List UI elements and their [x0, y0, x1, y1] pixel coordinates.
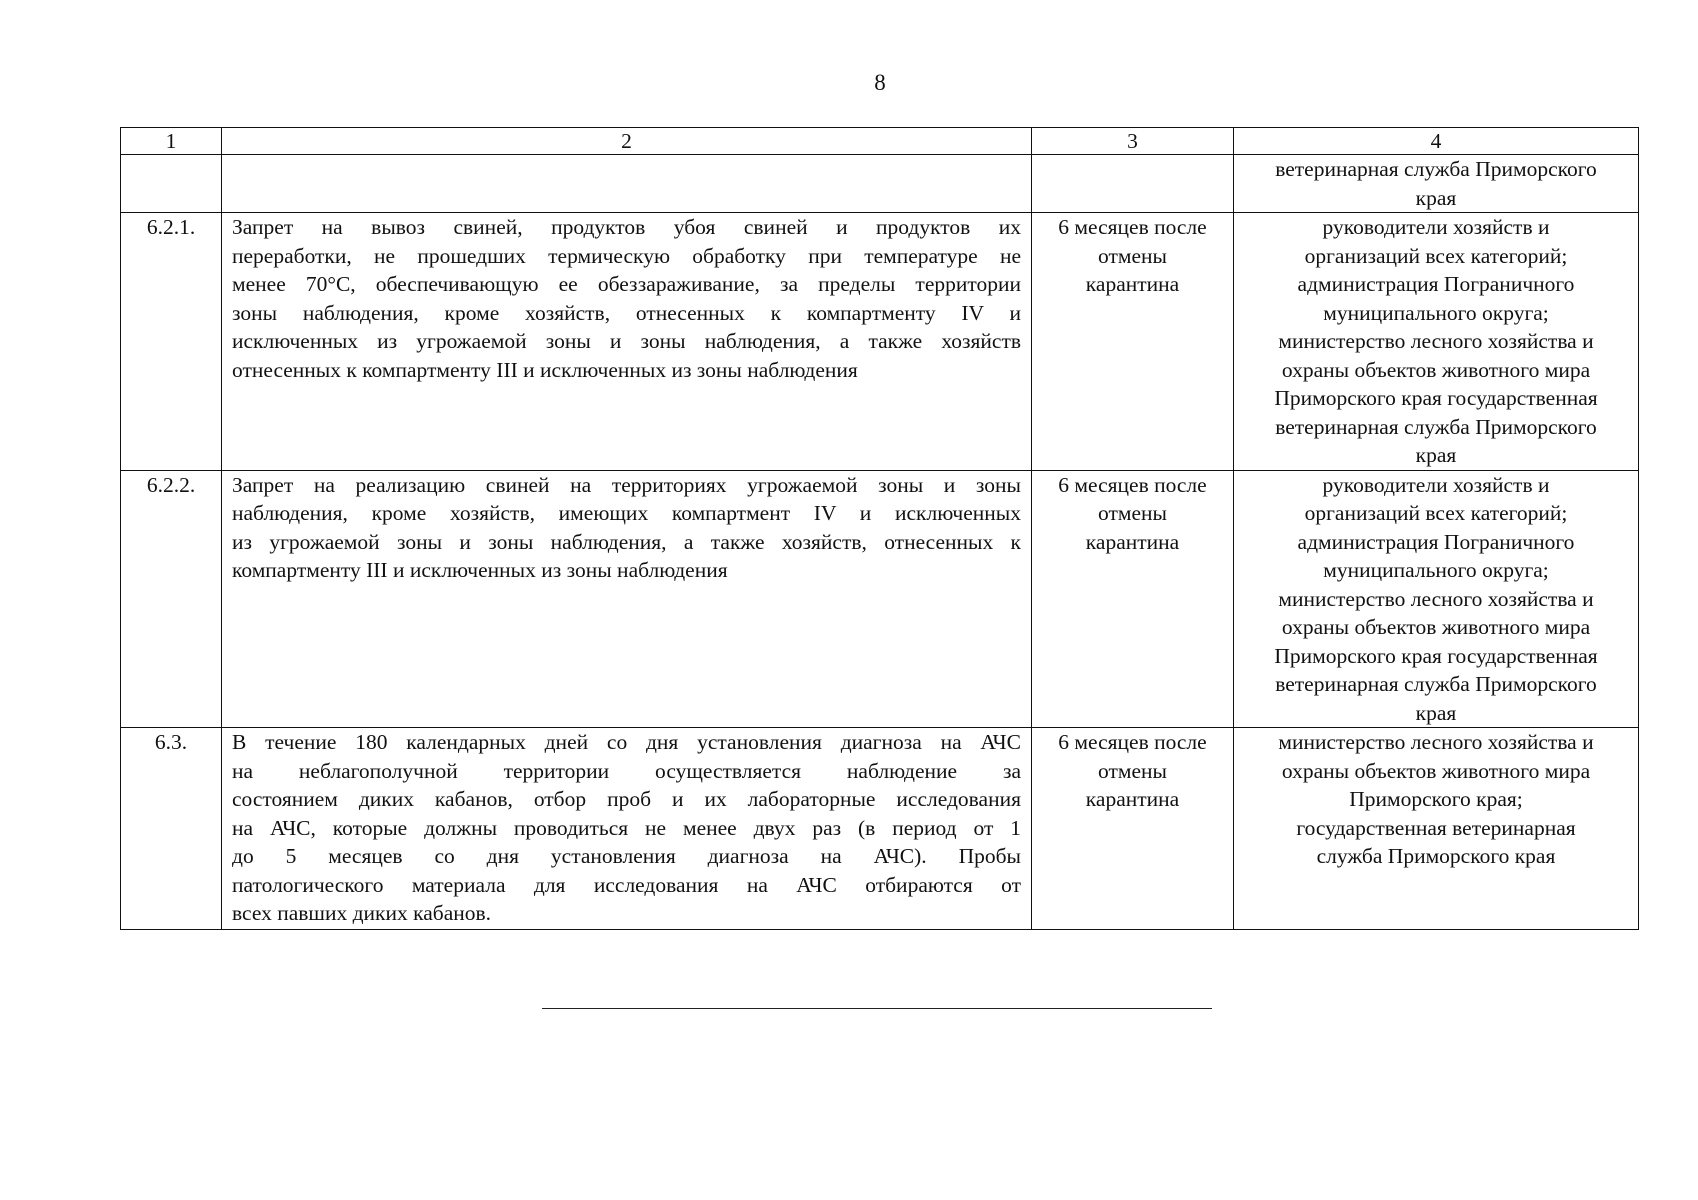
measure-text — [222, 728, 1032, 930]
term-line: 6 месяцев после — [1058, 730, 1207, 754]
measure-text-line: патологического материала для исследования на АЧС отбираются от — [232, 872, 1021, 897]
responsible-line: края — [1415, 443, 1457, 467]
term-cell — [1032, 728, 1234, 930]
measure-text — [222, 155, 1032, 213]
measure-text-line: из угрожаемой зоны и зоны наблюдения, а также хозяйств, отнесенных к — [232, 529, 1021, 554]
term-line: карантина — [1085, 787, 1180, 811]
responsible-cell — [1234, 470, 1639, 728]
responsible-line: организаций всех категорий; — [1304, 243, 1568, 268]
responsible-line: служба Приморского края — [1316, 844, 1556, 868]
term-line: отмены — [1098, 501, 1167, 525]
measure-text-line: В течение 180 календарных дней со дня установления диагноза на АЧС — [232, 730, 1021, 754]
responsible-line: края — [1415, 700, 1457, 725]
term-cell — [1032, 470, 1234, 728]
responsible-line: охраны объектов животного мира — [1281, 615, 1591, 639]
measure-text-line: Запрет на реализацию свиней на территориях угрожаемой зоны и зоны — [232, 472, 1021, 497]
measure-text-line: переработки, не прошедших термическую обработку при температуре не — [232, 243, 1021, 268]
measure-text-line: наблюдения, кроме хозяйств, имеющих компартмент IV и исключенных — [232, 501, 1021, 525]
responsible-line: администрация Пограничного — [1297, 529, 1575, 554]
measure-text-line: исключенных из угрожаемой зоны и зоны наблюдения, а также хозяйств — [232, 329, 1021, 353]
table-header-row — [121, 128, 1639, 155]
measure-text-line: менее 70°С, обеспечивающую ее обеззараживание, за пределы территории — [232, 272, 1021, 296]
responsible-cell — [1234, 213, 1639, 471]
responsible-line: ветеринарная служба Приморского — [1275, 672, 1597, 696]
table-row — [121, 155, 1639, 213]
page-number: 8 — [874, 70, 886, 95]
responsible-line: Приморского края; — [1349, 787, 1523, 811]
measure-text — [222, 213, 1032, 471]
header-col-3: 3 — [1032, 128, 1234, 155]
measure-text-line: на АЧС, которые должны проводиться не менее двух раз (в период от 1 — [232, 815, 1021, 840]
responsible-line: министерство лесного хозяйства и — [1278, 730, 1594, 754]
term-line: 6 месяцев после — [1058, 472, 1207, 497]
measure-text-line: отнесенных к компартменту III и исключенных из зоны наблюдения — [232, 357, 858, 382]
responsible-line: охраны объектов животного мира — [1281, 758, 1591, 783]
responsible-line: министерство лесного хозяйства и — [1278, 586, 1594, 611]
row-number: 6.3. — [121, 728, 222, 930]
term-line: 6 месяцев после — [1058, 215, 1207, 239]
term-line: карантина — [1085, 529, 1180, 554]
responsible-line: руководители хозяйств и — [1322, 472, 1550, 497]
measure-text — [222, 470, 1032, 728]
term-line: отмены — [1098, 758, 1167, 783]
responsible-line: руководители хозяйств и — [1322, 215, 1550, 239]
table-row — [121, 213, 1639, 471]
responsible-line: министерство лесного хозяйства и — [1278, 329, 1594, 353]
responsible-line: Приморского края государственная — [1274, 643, 1598, 668]
row-number — [121, 155, 222, 213]
term-cell — [1032, 155, 1234, 213]
responsible-line: ветеринарная служба Приморского — [1275, 414, 1597, 439]
header-col-1: 1 — [121, 128, 222, 155]
header-col-2: 2 — [222, 128, 1032, 155]
responsible-line: администрация Пограничного — [1297, 272, 1575, 296]
measure-text-line: до 5 месяцев со дня установления диагноза на АЧС). Пробы — [232, 844, 1021, 868]
term-line: отмены — [1098, 243, 1167, 268]
responsible-cell — [1234, 728, 1639, 930]
table-row — [121, 728, 1639, 930]
term-line: карантина — [1085, 272, 1180, 296]
measure-text-line: всех павших диких кабанов. — [232, 901, 492, 925]
measure-text-line: Запрет на вывоз свиней, продуктов убоя свиней и продуктов их — [232, 215, 1021, 239]
responsible-line: края — [1415, 185, 1457, 210]
footer-divider — [542, 1008, 1212, 1009]
row-number: 6.2.1. — [121, 213, 222, 471]
row-number: 6.2.2. — [121, 470, 222, 728]
responsible-line: ветеринарная служба Приморского — [1275, 157, 1597, 181]
measure-text-line: компартменту III и исключенных из зоны наблюдения — [232, 558, 728, 582]
table-row — [121, 470, 1639, 728]
measure-text-line: зоны наблюдения, кроме хозяйств, отнесенных к компартменту IV и — [232, 300, 1021, 325]
measures-table — [120, 127, 1639, 930]
measure-text-line: состоянием диких кабанов, отбор проб и их лабораторные исследования — [232, 787, 1021, 811]
measure-text-line: на неблагополучной территории осуществляется наблюдение за — [232, 758, 1021, 783]
header-col-4: 4 — [1234, 128, 1639, 155]
responsible-line: охраны объектов животного мира — [1281, 357, 1591, 382]
responsible-cell — [1234, 155, 1639, 213]
responsible-line: муниципального округа; — [1323, 300, 1549, 325]
responsible-line: организаций всех категорий; — [1304, 501, 1568, 525]
responsible-line: муниципального округа; — [1323, 558, 1549, 582]
term-cell — [1032, 213, 1234, 471]
responsible-line: государственная ветеринарная — [1296, 815, 1576, 840]
responsible-line: Приморского края государственная — [1274, 386, 1598, 410]
